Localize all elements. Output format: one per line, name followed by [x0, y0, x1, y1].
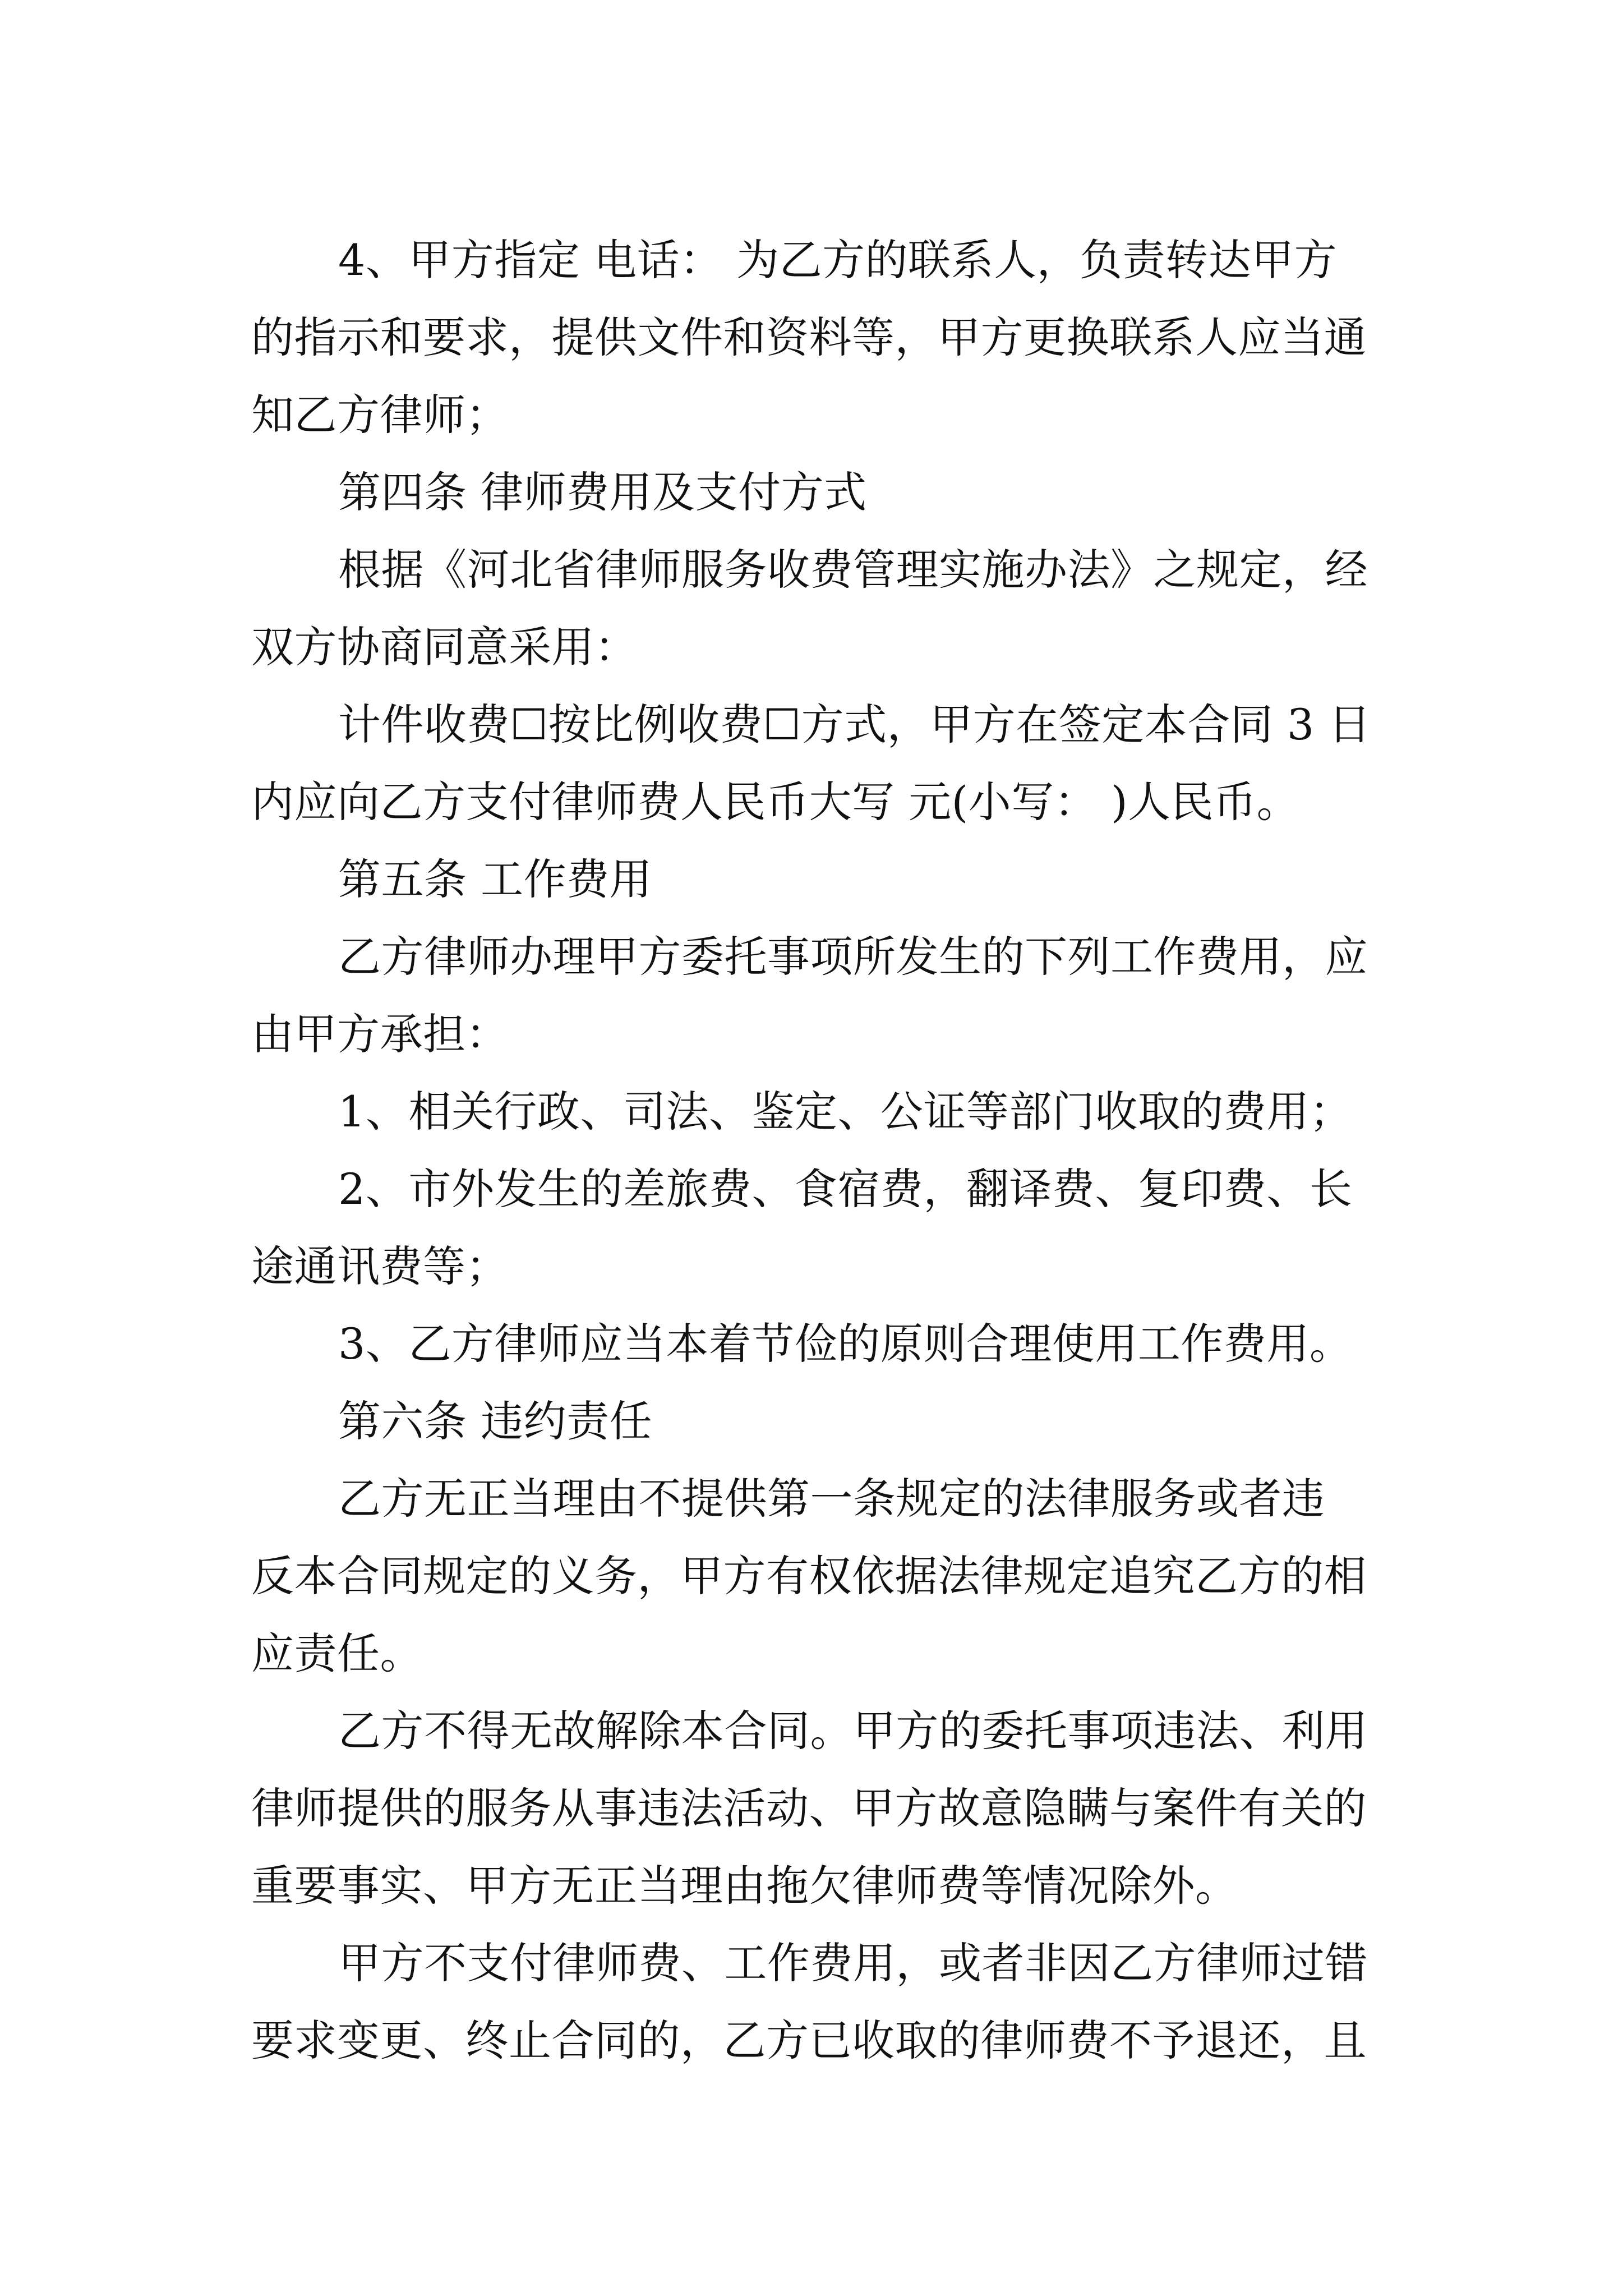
text-line: 1、相关行政、司法、鉴定、公证等部门收取的费用； [338, 1087, 1353, 1137]
text-line: 甲方不支付律师费、工作费用，或者非因乙方律师过错 [338, 1938, 1368, 1988]
text-line: 内应向乙方支付律师费人民币大写 元(小写： )人民币。 [251, 777, 1300, 827]
text-line: 根据《河北省律师服务收费管理实施办法》之规定，经 [338, 545, 1368, 595]
text-line: 第五条 工作费用 [338, 854, 653, 904]
text-line: 第六条 违约责任 [338, 1396, 653, 1446]
text-line: 3、乙方律师应当本着节俭的原则合理使用工作费用。 [338, 1319, 1353, 1369]
text-line: 双方协商同意采用： [251, 622, 638, 672]
text-line: 律师提供的服务从事违法活动、甲方故意隐瞒与案件有关的 [251, 1783, 1367, 1833]
text-line: 2、市外发生的差旅费、食宿费，翻译费、复印费、长 [338, 1164, 1353, 1214]
document-body [251, 222, 1378, 2079]
text-line: 第四条 律师费用及支付方式 [338, 467, 867, 517]
text-line: 计件收费☐按比例收费☐方式，甲方在签定本合同 3 日 [338, 700, 1371, 749]
text-line: 乙方不得无故解除本合同。甲方的委托事项违法、利用 [338, 1706, 1368, 1756]
text-line: 乙方无正当理由不提供第一条规定的法律服务或者违 [338, 1474, 1325, 1524]
text-line: 的指示和要求，提供文件和资料等，甲方更换联系人应当通 [251, 312, 1367, 362]
text-line: 途通讯费等； [251, 1241, 509, 1291]
text-line: 反本合同规定的义务，甲方有权依据法律规定追究乙方的相 [251, 1551, 1367, 1601]
text-line: 重要事实、甲方无正当理由拖欠律师费等情况除外。 [251, 1861, 1238, 1911]
text-line: 乙方律师办理甲方委托事项所发生的下列工作费用，应 [338, 932, 1368, 982]
text-line: 知乙方律师； [251, 390, 509, 440]
text-line: 应责任。 [251, 1628, 423, 1678]
text-line: 4、甲方指定 电话： 为乙方的联系人，负责转达甲方 [338, 235, 1338, 285]
text-line: 由甲方承担： [251, 1009, 509, 1059]
text-line: 要求变更、终止合同的，乙方已收取的律师费不予退还，且 [251, 2016, 1367, 2065]
